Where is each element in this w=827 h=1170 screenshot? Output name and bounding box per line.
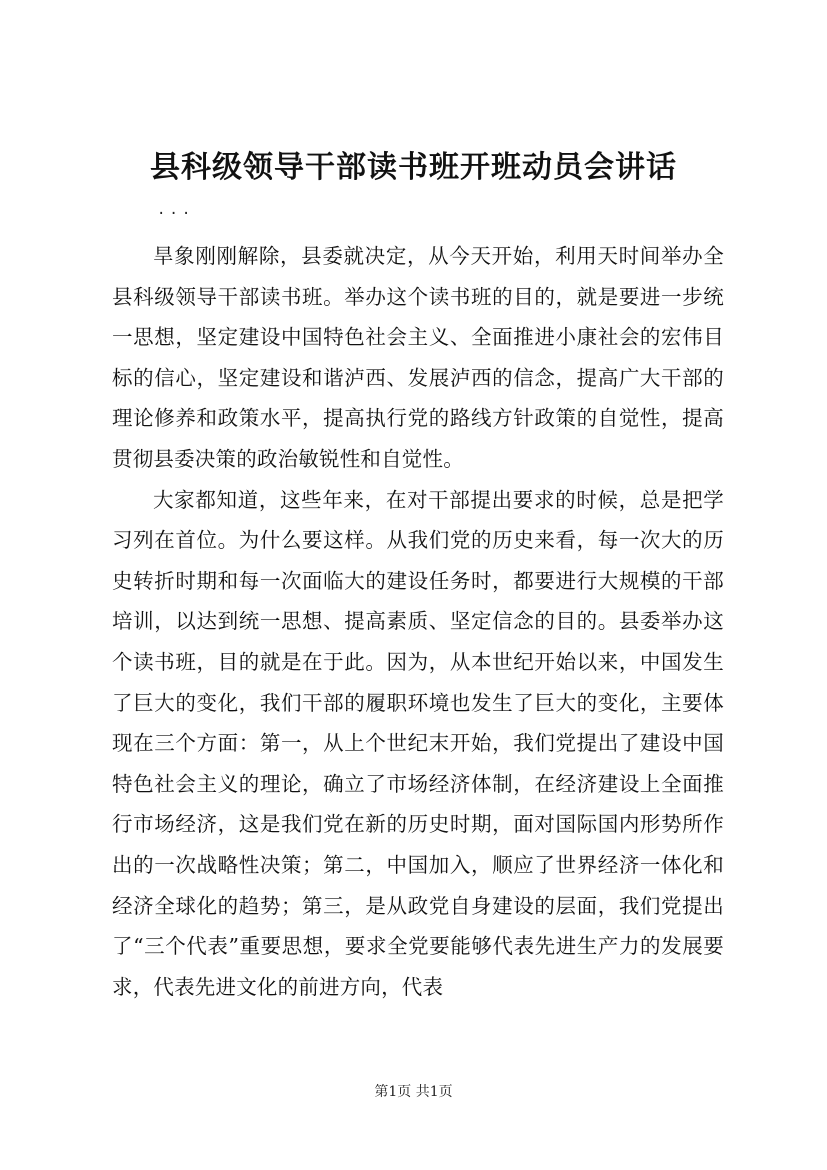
document-title: 县科级领导干部读书班开班动员会讲话 [150, 150, 677, 185]
ellipsis-marker: ... [157, 202, 195, 218]
paragraph-2: 大家都知道，这些年来，在对干部提出要求的时候，总是把学习列在首位。为什么要这样。从我们党的历史来看，每一次大的历史转折时期和每一次面临大的建设任务时，都要进行大规模的干部培训，以达到统一思想、提高素质、坚定信念的目的。县委举办这个读书班，目的就是在于此。因为，从本世纪开始以来，中国发生了巨大的变化，我们干部的履职环境也发生了巨大的变化，主要体现在三个方面：第一，从上个世纪末开始，我们党提出了建设中国特色社会主义的理论，确立了市场经济体制，在经济建设上全面推行市场经济，这是我们党在新的历史时期，面对国际国内形势所作出的一次战略性决策；第二，中国加入，顺应了世界经济一体化和经济全球化的趋势；第三，是从政党自身建设的层面，我们党提出了“三个代表”重要思想，要求全党要能够代表先进生产力的发展要求，代表先进文化的前进方向，代表 [112, 487, 724, 999]
paragraph-1: 旱象刚刚解除，县委就决定，从今天开始，利用天时间举办全县科级领导干部读书班。举办这个读书班的目的，就是要进一步统一思想，坚定建设中国特色社会主义、全面推进小康社会的宏伟目标的信心，坚定建设和谐泸西、发展泸西的信念，提高广大干部的理论修养和政策水平，提高执行党的路线方针政策的自觉性，提高贯彻县委决策的政治敏锐性和自觉性。 [112, 244, 724, 471]
document-body [112, 236, 724, 1007]
page-footer: 第1页 共1页 [374, 1084, 453, 1100]
